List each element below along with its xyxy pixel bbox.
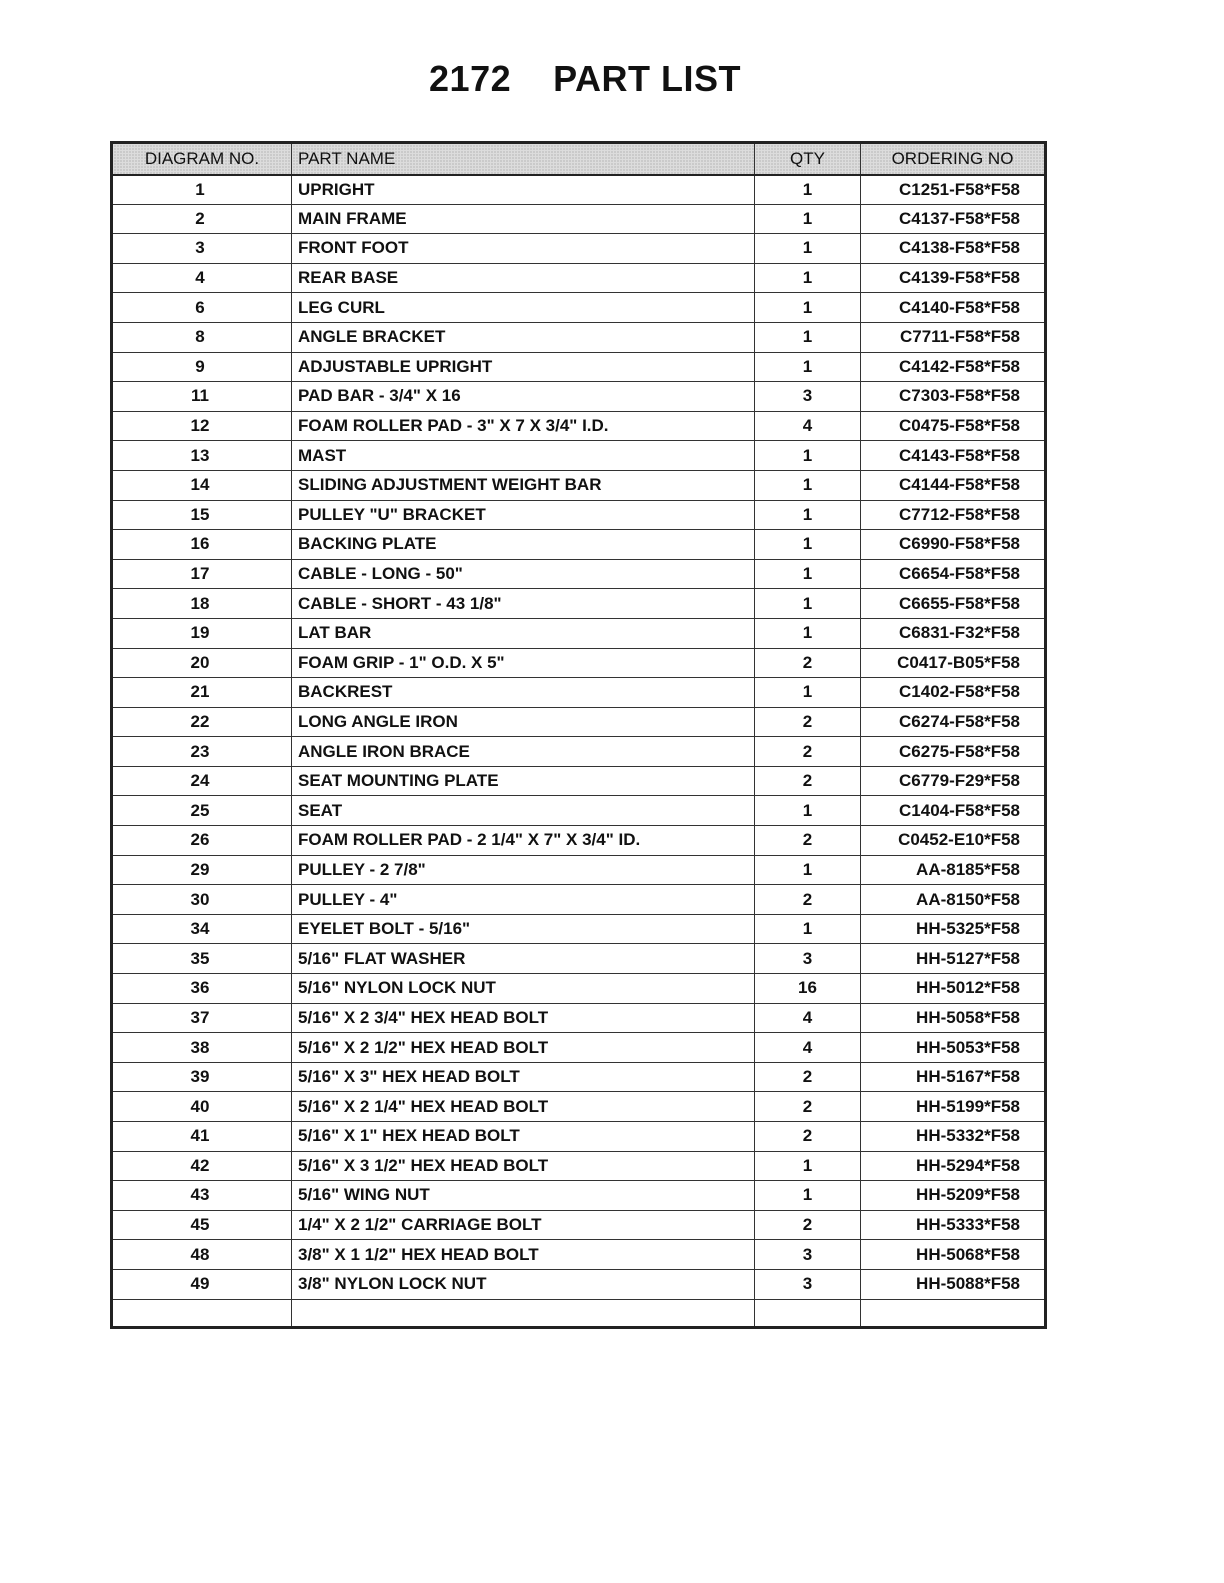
diagram-no-cell: 39	[112, 1062, 292, 1092]
table-row	[112, 1122, 1046, 1152]
qty-cell: 1	[755, 618, 861, 648]
qty-cell: 3	[755, 1240, 861, 1270]
qty-cell: 16	[755, 974, 861, 1004]
ordering-no-cell: HH-5325*F58	[861, 914, 1046, 944]
part-name-cell: LEG CURL	[292, 293, 755, 323]
part-name-cell: SEAT MOUNTING PLATE	[292, 766, 755, 796]
qty-cell: 1	[755, 263, 861, 293]
ordering-no-cell: HH-5053*F58	[861, 1033, 1046, 1063]
table-row	[112, 470, 1046, 500]
ordering-no-cell: C6990-F58*F58	[861, 530, 1046, 560]
table-row	[112, 618, 1046, 648]
table-row	[112, 1181, 1046, 1211]
diagram-no-cell: 40	[112, 1092, 292, 1122]
part-name-cell: PULLEY - 4"	[292, 885, 755, 915]
ordering-no-cell: C1404-F58*F58	[861, 796, 1046, 826]
qty-cell: 2	[755, 766, 861, 796]
qty-cell: 1	[755, 204, 861, 234]
part-name-cell: FOAM GRIP - 1" O.D. X 5"	[292, 648, 755, 678]
ordering-no-cell: HH-5167*F58	[861, 1062, 1046, 1092]
table-row	[112, 293, 1046, 323]
table-row	[112, 559, 1046, 589]
ordering-no-cell: C6275-F58*F58	[861, 737, 1046, 767]
qty-cell: 2	[755, 1062, 861, 1092]
table-row	[112, 352, 1046, 382]
header-row	[112, 143, 1046, 175]
empty-cell	[292, 1299, 755, 1327]
diagram-no-cell: 36	[112, 974, 292, 1004]
ordering-no-cell: HH-5199*F58	[861, 1092, 1046, 1122]
diagram-no-cell: 19	[112, 618, 292, 648]
table-row	[112, 1003, 1046, 1033]
table-row	[112, 382, 1046, 412]
table-row	[112, 1062, 1046, 1092]
qty-cell: 3	[755, 944, 861, 974]
table-row	[112, 974, 1046, 1004]
qty-cell: 2	[755, 737, 861, 767]
part-name-cell: BACKREST	[292, 678, 755, 708]
diagram-no-cell: 38	[112, 1033, 292, 1063]
diagram-no-cell: 4	[112, 263, 292, 293]
diagram-no-cell: 45	[112, 1210, 292, 1240]
qty-cell: 1	[755, 175, 861, 205]
part-name-cell: 5/16" WING NUT	[292, 1181, 755, 1211]
diagram-no-cell: 13	[112, 441, 292, 471]
ordering-no-cell: HH-5012*F58	[861, 974, 1046, 1004]
part-name-cell: FOAM ROLLER PAD - 3" X 7 X 3/4" I.D.	[292, 411, 755, 441]
part-name-cell: CABLE - LONG - 50"	[292, 559, 755, 589]
diagram-no-cell: 37	[112, 1003, 292, 1033]
part-name-cell: LONG ANGLE IRON	[292, 707, 755, 737]
ordering-no-cell: AA-8150*F58	[861, 885, 1046, 915]
part-name-cell: ADJUSTABLE UPRIGHT	[292, 352, 755, 382]
page-title: 2172 PART LIST	[429, 58, 741, 99]
ordering-no-cell: AA-8185*F58	[861, 855, 1046, 885]
ordering-no-cell: HH-5058*F58	[861, 1003, 1046, 1033]
table-row	[112, 1033, 1046, 1063]
diagram-no-cell: 43	[112, 1181, 292, 1211]
ordering-no-cell: HH-5127*F58	[861, 944, 1046, 974]
table-row	[112, 1240, 1046, 1270]
part-name-cell: 5/16" X 2 1/4" HEX HEAD BOLT	[292, 1092, 755, 1122]
ordering-no-cell: C1402-F58*F58	[861, 678, 1046, 708]
diagram-no-cell: 41	[112, 1122, 292, 1152]
diagram-no-cell: 3	[112, 234, 292, 264]
diagram-no-cell: 17	[112, 559, 292, 589]
diagram-no-cell: 42	[112, 1151, 292, 1181]
header-qty: QTY	[755, 143, 861, 175]
ordering-no-cell: C7711-F58*F58	[861, 322, 1046, 352]
qty-cell: 1	[755, 322, 861, 352]
table-row	[112, 796, 1046, 826]
ordering-no-cell: C1251-F58*F58	[861, 175, 1046, 205]
table-row	[112, 234, 1046, 264]
part-name-cell: 5/16" X 3" HEX HEAD BOLT	[292, 1062, 755, 1092]
qty-cell: 2	[755, 1122, 861, 1152]
qty-cell: 2	[755, 648, 861, 678]
ordering-no-cell: C4144-F58*F58	[861, 470, 1046, 500]
part-name-cell: PAD BAR - 3/4" X 16	[292, 382, 755, 412]
diagram-no-cell: 24	[112, 766, 292, 796]
part-name-cell: 3/8" NYLON LOCK NUT	[292, 1269, 755, 1299]
table-row	[112, 737, 1046, 767]
part-name-cell: MAIN FRAME	[292, 204, 755, 234]
diagram-no-cell: 21	[112, 678, 292, 708]
diagram-no-cell: 9	[112, 352, 292, 382]
qty-cell: 1	[755, 589, 861, 619]
qty-cell: 1	[755, 293, 861, 323]
table-row	[112, 678, 1046, 708]
table-row	[112, 855, 1046, 885]
ordering-no-cell: C4138-F58*F58	[861, 234, 1046, 264]
table-row	[112, 589, 1046, 619]
part-name-cell: 5/16" X 2 1/2" HEX HEAD BOLT	[292, 1033, 755, 1063]
diagram-no-cell: 23	[112, 737, 292, 767]
ordering-no-cell: C4137-F58*F58	[861, 204, 1046, 234]
table-row	[112, 411, 1046, 441]
ordering-no-cell: C0452-E10*F58	[861, 826, 1046, 856]
table-row	[112, 707, 1046, 737]
diagram-no-cell: 49	[112, 1269, 292, 1299]
ordering-no-cell: C7303-F58*F58	[861, 382, 1046, 412]
ordering-no-cell: C6655-F58*F58	[861, 589, 1046, 619]
ordering-no-cell: C0475-F58*F58	[861, 411, 1046, 441]
table-row	[112, 766, 1046, 796]
part-name-cell: 5/16" NYLON LOCK NUT	[292, 974, 755, 1004]
qty-cell: 1	[755, 441, 861, 471]
diagram-no-cell: 2	[112, 204, 292, 234]
diagram-no-cell: 14	[112, 470, 292, 500]
qty-cell: 3	[755, 382, 861, 412]
qty-cell: 2	[755, 707, 861, 737]
table-row	[112, 500, 1046, 530]
diagram-no-cell: 18	[112, 589, 292, 619]
qty-cell: 1	[755, 855, 861, 885]
table-header	[112, 143, 1046, 175]
qty-cell: 1	[755, 234, 861, 264]
table-row	[112, 322, 1046, 352]
part-name-cell: 5/16" X 1" HEX HEAD BOLT	[292, 1122, 755, 1152]
diagram-no-cell: 22	[112, 707, 292, 737]
part-list-table	[110, 141, 1047, 1329]
qty-cell: 1	[755, 530, 861, 560]
table-body	[112, 175, 1046, 1328]
ordering-no-cell: C4143-F58*F58	[861, 441, 1046, 471]
table-row	[112, 826, 1046, 856]
empty-cell	[861, 1299, 1046, 1327]
part-name-cell: 3/8" X 1 1/2" HEX HEAD BOLT	[292, 1240, 755, 1270]
qty-cell: 4	[755, 1003, 861, 1033]
qty-cell: 1	[755, 1151, 861, 1181]
part-name-cell: CABLE - SHORT - 43 1/8"	[292, 589, 755, 619]
table-row	[112, 1151, 1046, 1181]
qty-cell: 2	[755, 1092, 861, 1122]
part-name-cell: PULLEY - 2 7/8"	[292, 855, 755, 885]
empty-row	[112, 1299, 1046, 1327]
table-row	[112, 914, 1046, 944]
table-row	[112, 1210, 1046, 1240]
table-row	[112, 263, 1046, 293]
header-part-name: PART NAME	[292, 143, 755, 175]
ordering-no-cell: C4142-F58*F58	[861, 352, 1046, 382]
part-name-cell: BACKING PLATE	[292, 530, 755, 560]
part-name-cell: EYELET BOLT - 5/16"	[292, 914, 755, 944]
empty-cell	[112, 1299, 292, 1327]
header-diagram-no: DIAGRAM NO.	[112, 143, 292, 175]
part-name-cell: REAR BASE	[292, 263, 755, 293]
table-row	[112, 204, 1046, 234]
ordering-no-cell: C7712-F58*F58	[861, 500, 1046, 530]
part-name-cell: FOAM ROLLER PAD - 2 1/4" X 7" X 3/4" ID.	[292, 826, 755, 856]
empty-cell	[755, 1299, 861, 1327]
part-name-cell: UPRIGHT	[292, 175, 755, 205]
qty-cell: 1	[755, 678, 861, 708]
qty-cell: 1	[755, 352, 861, 382]
diagram-no-cell: 30	[112, 885, 292, 915]
part-name-cell: ANGLE IRON BRACE	[292, 737, 755, 767]
diagram-no-cell: 48	[112, 1240, 292, 1270]
ordering-no-cell: C6779-F29*F58	[861, 766, 1046, 796]
qty-cell: 4	[755, 411, 861, 441]
part-name-cell: SLIDING ADJUSTMENT WEIGHT BAR	[292, 470, 755, 500]
table-row	[112, 1269, 1046, 1299]
part-name-cell: SEAT	[292, 796, 755, 826]
qty-cell: 1	[755, 500, 861, 530]
part-name-cell: 5/16" FLAT WASHER	[292, 944, 755, 974]
table-row	[112, 441, 1046, 471]
qty-cell: 1	[755, 796, 861, 826]
table-row	[112, 1092, 1046, 1122]
ordering-no-cell: HH-5294*F58	[861, 1151, 1046, 1181]
qty-cell: 1	[755, 1181, 861, 1211]
diagram-no-cell: 1	[112, 175, 292, 205]
ordering-no-cell: HH-5333*F58	[861, 1210, 1046, 1240]
qty-cell: 2	[755, 885, 861, 915]
part-name-cell: LAT BAR	[292, 618, 755, 648]
diagram-no-cell: 11	[112, 382, 292, 412]
qty-cell: 3	[755, 1269, 861, 1299]
ordering-no-cell: C4140-F58*F58	[861, 293, 1046, 323]
ordering-no-cell: C6831-F32*F58	[861, 618, 1046, 648]
diagram-no-cell: 35	[112, 944, 292, 974]
diagram-no-cell: 15	[112, 500, 292, 530]
part-name-cell: 1/4" X 2 1/2" CARRIAGE BOLT	[292, 1210, 755, 1240]
diagram-no-cell: 26	[112, 826, 292, 856]
qty-cell: 2	[755, 1210, 861, 1240]
ordering-no-cell: HH-5209*F58	[861, 1181, 1046, 1211]
ordering-no-cell: C6654-F58*F58	[861, 559, 1046, 589]
header-ordering-no: ORDERING NO	[861, 143, 1046, 175]
part-name-cell: 5/16" X 3 1/2" HEX HEAD BOLT	[292, 1151, 755, 1181]
diagram-no-cell: 29	[112, 855, 292, 885]
table-row	[112, 648, 1046, 678]
diagram-no-cell: 8	[112, 322, 292, 352]
diagram-no-cell: 34	[112, 914, 292, 944]
part-name-cell: PULLEY "U" BRACKET	[292, 500, 755, 530]
qty-cell: 4	[755, 1033, 861, 1063]
qty-cell: 2	[755, 826, 861, 856]
qty-cell: 1	[755, 559, 861, 589]
part-list-table-container	[110, 141, 1044, 1329]
diagram-no-cell: 12	[112, 411, 292, 441]
diagram-no-cell: 25	[112, 796, 292, 826]
table-row	[112, 175, 1046, 205]
diagram-no-cell: 16	[112, 530, 292, 560]
table-row	[112, 530, 1046, 560]
ordering-no-cell: C4139-F58*F58	[861, 263, 1046, 293]
table-row	[112, 944, 1046, 974]
ordering-no-cell: HH-5088*F58	[861, 1269, 1046, 1299]
ordering-no-cell: C0417-B05*F58	[861, 648, 1046, 678]
diagram-no-cell: 6	[112, 293, 292, 323]
ordering-no-cell: C6274-F58*F58	[861, 707, 1046, 737]
part-name-cell: ANGLE BRACKET	[292, 322, 755, 352]
ordering-no-cell: HH-5068*F58	[861, 1240, 1046, 1270]
part-name-cell: FRONT FOOT	[292, 234, 755, 264]
table-row	[112, 885, 1046, 915]
diagram-no-cell: 20	[112, 648, 292, 678]
part-name-cell: 5/16" X 2 3/4" HEX HEAD BOLT	[292, 1003, 755, 1033]
ordering-no-cell: HH-5332*F58	[861, 1122, 1046, 1152]
qty-cell: 1	[755, 470, 861, 500]
qty-cell: 1	[755, 914, 861, 944]
part-name-cell: MAST	[292, 441, 755, 471]
